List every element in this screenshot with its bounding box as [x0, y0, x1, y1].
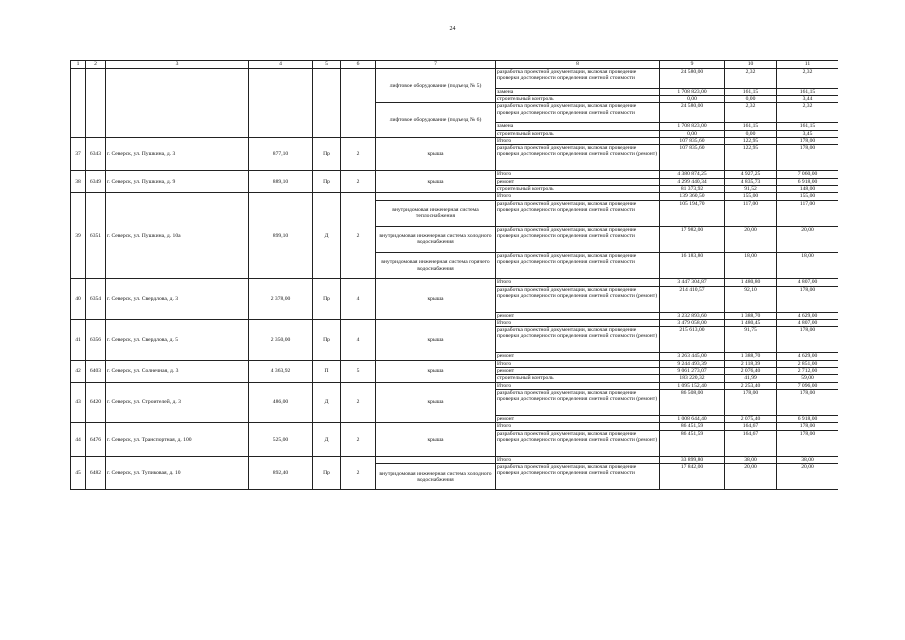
engineering-system	[376, 456, 496, 463]
engineering-system: внутридомовая инженерная система холодного водоснабжения	[376, 464, 496, 490]
house-code: 6356	[86, 319, 106, 360]
work-cost: 24 580,00	[660, 103, 725, 123]
wall-material: Пр	[313, 171, 341, 193]
work-cost: 3 263 445,00	[660, 353, 725, 360]
house-code: 6354	[86, 279, 106, 320]
row-number: 44	[71, 423, 86, 456]
max-unit-cost: 7 096,00	[777, 382, 839, 389]
column-header: 10	[725, 61, 777, 69]
work-type: разработка проектной документации, включая проведение проверки достоверности определения сметной стоимости	[496, 69, 660, 89]
column-header: 11	[777, 61, 839, 69]
work-type: разработка проектной документации, включая проведение проверки достоверности определения сметной стоимости (ремонт)	[496, 286, 660, 312]
work-cost: 183 220,32	[660, 375, 725, 382]
max-unit-cost: 2 712,00	[777, 368, 839, 375]
work-cost: 16 183,80	[660, 253, 725, 279]
max-unit-cost: 6 918,00	[777, 178, 839, 185]
work-type: строительный контроль	[496, 130, 660, 137]
max-unit-cost: 2,32	[777, 69, 839, 89]
max-unit-cost: 6 918,00	[777, 416, 839, 423]
unit-cost: 164,67	[725, 423, 777, 430]
max-unit-cost: 4 629,00	[777, 312, 839, 319]
engineering-system: крыша	[376, 319, 496, 360]
floor-count	[341, 69, 376, 138]
work-type: разработка проектной документации, включая проведение проверки достоверности определения сметной стоимости	[496, 103, 660, 123]
row-number: 42	[71, 360, 86, 382]
unit-cost: 164,67	[725, 430, 777, 456]
max-unit-cost: 2,32	[777, 103, 839, 123]
house-code	[86, 69, 106, 138]
unit-cost: 2 076,40	[725, 368, 777, 375]
work-cost: 86 451,59	[660, 430, 725, 456]
work-type: Итого	[496, 456, 660, 463]
work-cost: 4 380 874,25	[660, 171, 725, 178]
engineering-system: крыша	[376, 382, 496, 423]
work-type: замена	[496, 123, 660, 130]
house-code: 6420	[86, 382, 106, 423]
max-unit-cost: 2 851,00	[777, 360, 839, 367]
work-type: разработка проектной документации, включая проведение проверки достоверности определения сметной стоимости	[496, 464, 660, 490]
work-type: разработка проектной документации, включая проведение проверки достоверности определения сметной стоимости	[496, 200, 660, 226]
floor-count: 2	[341, 171, 376, 193]
row-number: 41	[71, 319, 86, 360]
wall-material: П	[313, 360, 341, 382]
floor-count: 2	[341, 423, 376, 456]
unit-cost: 1 388,70	[725, 312, 777, 319]
work-type: Итого	[496, 382, 660, 389]
unit-cost: 2 075,40	[725, 416, 777, 423]
unit-cost: 91,75	[725, 327, 777, 353]
work-type: Итого	[496, 423, 660, 430]
work-cost: 81 373,92	[660, 186, 725, 193]
house-area: 525,00	[249, 423, 313, 456]
work-type: ремонт	[496, 416, 660, 423]
work-cost: 17 982,00	[660, 226, 725, 252]
max-unit-cost: 59,00	[777, 375, 839, 382]
work-cost: 3 479 058,00	[660, 319, 725, 326]
table-row	[71, 171, 839, 178]
work-cost: 0,00	[660, 96, 725, 103]
wall-material: Д	[313, 193, 341, 279]
unit-cost: 2,32	[725, 69, 777, 89]
house-area: 899,10	[249, 193, 313, 279]
unit-cost: 92,10	[725, 286, 777, 312]
work-cost: 9 061 273,07	[660, 368, 725, 375]
work-type: разработка проектной документации, включая проведение проверки достоверности определения сметной стоимости	[496, 253, 660, 279]
house-address: г. Северск, ул. Транспортная, д. 100	[106, 423, 249, 456]
work-cost: 33 899,80	[660, 456, 725, 463]
unit-cost: 1 480,45	[725, 319, 777, 326]
unit-cost: 2,32	[725, 103, 777, 123]
unit-cost: 41,99	[725, 375, 777, 382]
unit-cost: 20,00	[725, 464, 777, 490]
max-unit-cost: 4 807,00	[777, 319, 839, 326]
row-number: 40	[71, 279, 86, 320]
max-unit-cost: 155,00	[777, 193, 839, 200]
max-unit-cost: 4 629,00	[777, 353, 839, 360]
unit-cost: 4 835,73	[725, 178, 777, 185]
table-row	[71, 456, 839, 463]
unit-cost: 2 253,40	[725, 382, 777, 389]
capital-repair-table	[70, 60, 838, 490]
house-area: 486,00	[249, 382, 313, 423]
work-type: строительный контроль	[496, 96, 660, 103]
max-unit-cost: 161,15	[777, 123, 839, 130]
table-row	[71, 69, 839, 89]
floor-count: 5	[341, 360, 376, 382]
work-type: Итого	[496, 360, 660, 367]
max-unit-cost: 20,00	[777, 464, 839, 490]
work-cost: 3 447 304,87	[660, 279, 725, 286]
floor-count: 2	[341, 382, 376, 423]
house-address: г. Северск, ул. Свердлова, д. 5	[106, 319, 249, 360]
house-address: г. Северск, ул. Пушкина, д. 3	[106, 137, 249, 170]
table-row	[71, 360, 839, 367]
max-unit-cost: 161,15	[777, 88, 839, 95]
unit-cost: 38,00	[725, 456, 777, 463]
table-row	[71, 382, 839, 389]
work-type: ремонт	[496, 178, 660, 185]
max-unit-cost: 3,44	[777, 96, 839, 103]
house-address: г. Северск, ул. Солнечная, д. 3	[106, 360, 249, 382]
work-cost: 1 095 152,40	[660, 382, 725, 389]
table-body	[71, 61, 839, 490]
unit-cost: 155,00	[725, 193, 777, 200]
max-unit-cost: 18,00	[777, 253, 839, 279]
max-unit-cost: 178,00	[777, 137, 839, 144]
house-code: 6482	[86, 456, 106, 489]
work-cost: 9 244 493,39	[660, 360, 725, 367]
house-address: г. Северск, ул. Свердлова, д. 3	[106, 279, 249, 320]
work-type: Итого	[496, 319, 660, 326]
work-cost: 17 842,00	[660, 464, 725, 490]
house-area: 892,40	[249, 456, 313, 489]
work-cost: 1 708 823,00	[660, 88, 725, 95]
engineering-system: крыша	[376, 279, 496, 320]
work-type: разработка проектной документации, включая проведение проверки достоверности определения сметной стоимости (ремонт)	[496, 389, 660, 415]
unit-cost: 161,15	[725, 88, 777, 95]
work-type: ремонт	[496, 353, 660, 360]
work-cost: 86 508,00	[660, 389, 725, 415]
wall-material: Д	[313, 423, 341, 456]
work-cost: 1 008 644,40	[660, 416, 725, 423]
work-cost: 0,00	[660, 130, 725, 137]
work-cost: 214 410,57	[660, 286, 725, 312]
max-unit-cost: 38,00	[777, 456, 839, 463]
engineering-system: внутридомовая инженерная система холодного водоснабжения	[376, 226, 496, 252]
column-header: 3	[106, 61, 249, 69]
column-header: 7	[376, 61, 496, 69]
engineering-system: внутридомовая инженерная система горячего водоснабжения	[376, 253, 496, 279]
house-address: г. Северск, ул. Тупиковая, д. 10	[106, 456, 249, 489]
house-code: 6351	[86, 193, 106, 279]
work-cost: 215 613,00	[660, 327, 725, 353]
unit-cost: 18,00	[725, 253, 777, 279]
floor-count: 4	[341, 319, 376, 360]
work-type: Итого	[496, 171, 660, 178]
work-type: Итого	[496, 279, 660, 286]
column-header-row	[71, 61, 839, 69]
work-cost: 1 708 823,00	[660, 123, 725, 130]
unit-cost: 122,95	[725, 145, 777, 171]
engineering-system: лифтовое оборудование (подъезд № 6)	[376, 103, 496, 137]
row-number: 38	[71, 171, 86, 193]
row-number: 39	[71, 193, 86, 279]
engineering-system: крыша	[376, 137, 496, 170]
row-number: 37	[71, 137, 86, 170]
table-row	[71, 137, 839, 144]
max-unit-cost: 148,00	[777, 186, 839, 193]
column-header: 4	[249, 61, 313, 69]
house-address: г. Северск, ул. Пушкина, д. 10а	[106, 193, 249, 279]
wall-material: Пр	[313, 137, 341, 170]
unit-cost: 117,00	[725, 200, 777, 226]
engineering-system: крыша	[376, 423, 496, 456]
work-cost: 4 299 440,34	[660, 178, 725, 185]
work-cost: 139 360,50	[660, 193, 725, 200]
max-unit-cost: 20,00	[777, 226, 839, 252]
house-code: 6403	[86, 360, 106, 382]
max-unit-cost: 178,00	[777, 430, 839, 456]
max-unit-cost: 117,00	[777, 200, 839, 226]
unit-cost: 0,00	[725, 96, 777, 103]
unit-cost: 161,15	[725, 123, 777, 130]
house-area: 877,10	[249, 137, 313, 170]
max-unit-cost: 178,00	[777, 327, 839, 353]
wall-material	[313, 69, 341, 138]
work-type: строительный контроль	[496, 186, 660, 193]
max-unit-cost: 178,00	[777, 389, 839, 415]
work-cost: 107 835,60	[660, 137, 725, 144]
work-type: Итого	[496, 193, 660, 200]
column-header: 8	[496, 61, 660, 69]
house-area: 2 378,00	[249, 279, 313, 320]
engineering-system: крыша	[376, 171, 496, 193]
unit-cost: 122,95	[725, 137, 777, 144]
floor-count: 2	[341, 137, 376, 170]
table-row	[71, 279, 839, 286]
house-address: г. Северск, ул. Строителей, д. 3	[106, 382, 249, 423]
engineering-system: крыша	[376, 360, 496, 382]
max-unit-cost: 178,00	[777, 145, 839, 171]
row-number: 43	[71, 382, 86, 423]
engineering-system	[376, 193, 496, 200]
work-cost: 107 835,60	[660, 145, 725, 171]
house-code: 6349	[86, 171, 106, 193]
max-unit-cost: 3,45	[777, 130, 839, 137]
max-unit-cost: 7 060,00	[777, 171, 839, 178]
unit-cost: 178,00	[725, 389, 777, 415]
row-number	[71, 69, 86, 138]
house-address: г. Северск, ул. Пушкина, д. 9	[106, 171, 249, 193]
table-row	[71, 319, 839, 326]
work-type: разработка проектной документации, включая проведение проверки достоверности определения сметной стоимости (ремонт)	[496, 327, 660, 353]
column-header: 5	[313, 61, 341, 69]
house-address	[106, 69, 249, 138]
column-header: 1	[71, 61, 86, 69]
work-cost: 24 580,00	[660, 69, 725, 89]
unit-cost: 1 480,80	[725, 279, 777, 286]
unit-cost: 20,00	[725, 226, 777, 252]
column-header: 9	[660, 61, 725, 69]
engineering-system: лифтовое оборудование (подъезд № 5)	[376, 69, 496, 103]
work-type: разработка проектной документации, включая проведение проверки достоверности определения сметной стоимости	[496, 226, 660, 252]
house-area: 889,10	[249, 171, 313, 193]
work-cost: 3 232 893,60	[660, 312, 725, 319]
wall-material: Д	[313, 382, 341, 423]
wall-material: Пр	[313, 319, 341, 360]
work-type: ремонт	[496, 368, 660, 375]
floor-count: 4	[341, 279, 376, 320]
work-cost: 86 451,59	[660, 423, 725, 430]
row-number: 45	[71, 456, 86, 489]
floor-count: 2	[341, 456, 376, 489]
unit-cost: 0,00	[725, 130, 777, 137]
column-header: 6	[341, 61, 376, 69]
work-cost: 105 194,70	[660, 200, 725, 226]
work-type: Итого	[496, 137, 660, 144]
max-unit-cost: 4 807,00	[777, 279, 839, 286]
house-area	[249, 69, 313, 138]
unit-cost: 2 118,39	[725, 360, 777, 367]
work-type: строительный контроль	[496, 375, 660, 382]
page-number: 24	[449, 26, 456, 32]
unit-cost: 1 388,70	[725, 353, 777, 360]
wall-material: Пр	[313, 456, 341, 489]
house-area: 4 363,92	[249, 360, 313, 382]
table-row	[71, 423, 839, 430]
unit-cost: 91,52	[725, 186, 777, 193]
engineering-system: внутридомовая инженерная система теплоснабжения	[376, 200, 496, 226]
max-unit-cost: 178,00	[777, 423, 839, 430]
work-type: замена	[496, 88, 660, 95]
work-type: разработка проектной документации, включая проведение проверки достоверности определения сметной стоимости (ремонт)	[496, 430, 660, 456]
max-unit-cost: 178,00	[777, 286, 839, 312]
house-area: 2 350,00	[249, 319, 313, 360]
wall-material: Пр	[313, 279, 341, 320]
unit-cost: 4 927,25	[725, 171, 777, 178]
house-code: 6476	[86, 423, 106, 456]
work-type: разработка проектной документации, включая проведение проверки достоверности определения сметной стоимости (ремонт)	[496, 145, 660, 171]
work-type: ремонт	[496, 312, 660, 319]
capital-repair-table-sheet	[70, 60, 838, 620]
floor-count: 2	[341, 193, 376, 279]
column-header: 2	[86, 61, 106, 69]
table-row	[71, 193, 839, 200]
house-code: 6343	[86, 137, 106, 170]
